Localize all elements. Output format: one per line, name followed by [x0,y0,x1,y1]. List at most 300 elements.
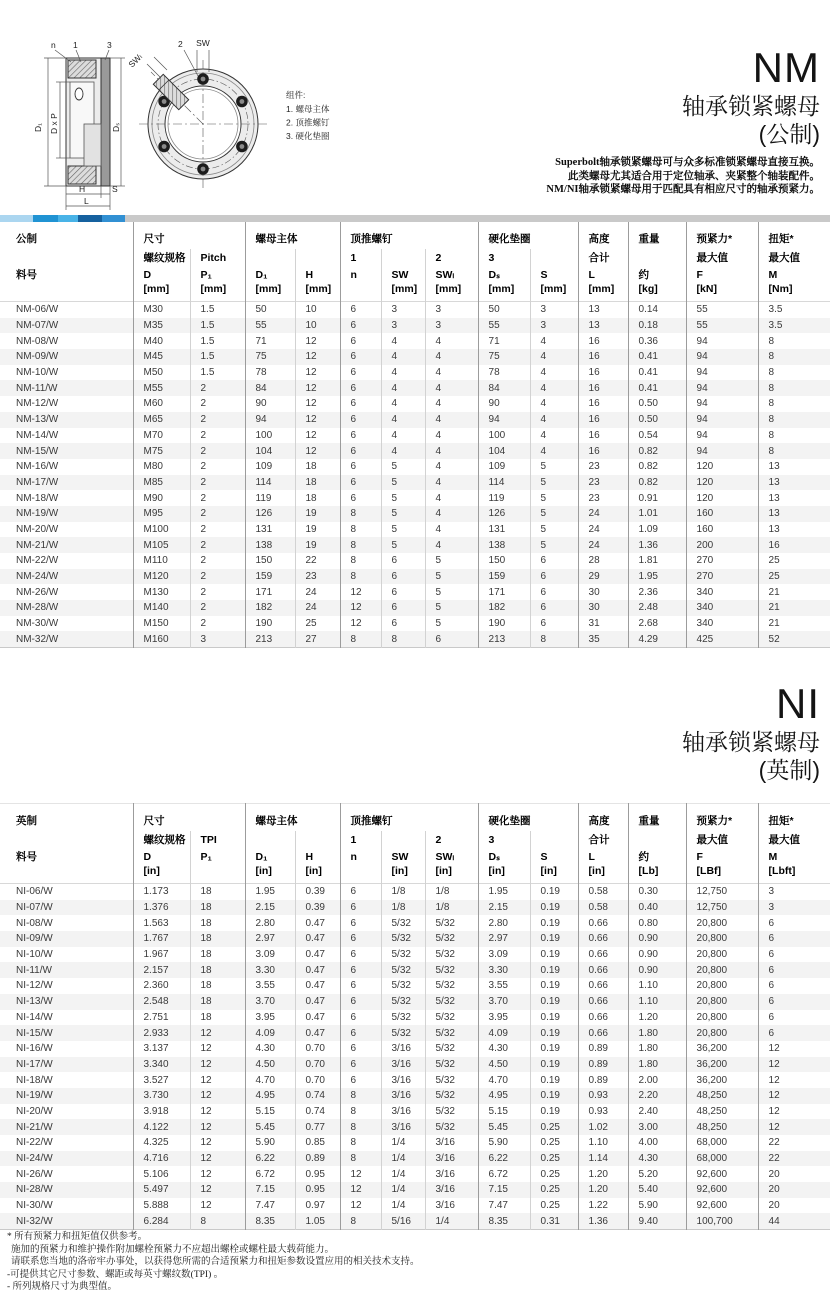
data-cell: 55 [245,318,295,334]
table-row [0,915,830,931]
data-cell: 16 [578,349,628,365]
part-number-cell: NI-12/W [16,980,53,992]
data-cell: 4 [425,506,478,522]
table-row [0,1057,830,1073]
data-cell: 84 [245,380,295,396]
data-cell: 3 [758,884,830,900]
data-cell: 5 [530,537,578,553]
data-cell: 8 [758,443,830,459]
data-cell: 16 [578,428,628,444]
data-cell: 2 [190,506,245,522]
data-cell: 0.50 [628,412,686,428]
data-cell: 5/32 [425,1072,478,1088]
data-cell: 16 [578,443,628,459]
data-cell: 5/32 [381,931,425,947]
part-number-cell: NM-06/W [16,304,59,316]
unit-label: [in] [295,865,340,884]
table-row [0,1104,830,1120]
table-row [0,569,830,585]
data-cell: 1.563 [133,915,190,931]
data-cell: 0.19 [530,1025,578,1041]
data-cell: 159 [478,569,530,585]
data-cell: 5/32 [381,1010,425,1026]
data-cell: 3 [190,631,245,647]
nm-unit-system: (公制) [758,120,820,147]
column-header: 2 [425,831,478,848]
part-number-cell: NI-18/W [16,1074,53,1086]
data-cell: 4 [381,412,425,428]
data-cell: 12 [295,443,340,459]
data-cell: 94 [686,412,758,428]
data-cell: 8 [340,1088,381,1104]
drawing-legend [286,90,330,141]
footnote-line: 请联系您当地的洛帝牢办事处，以获得您所需的合适预紧力和扭矩参数设置应用的相关技术支持。 [11,1257,420,1268]
data-cell: 12 [190,1182,245,1198]
part-number-cell: NI-10/W [16,949,53,961]
data-cell: 2.15 [245,900,295,916]
data-cell: 0.47 [295,994,340,1010]
data-cell: 6 [758,994,830,1010]
data-cell: 3/16 [381,1088,425,1104]
data-cell: 3.730 [133,1088,190,1104]
table-row [0,600,830,616]
column-header: H [295,848,340,865]
data-cell: 4 [381,380,425,396]
data-cell: 2 [190,537,245,553]
data-cell: 0.19 [530,947,578,963]
data-cell: 0.19 [530,1104,578,1120]
data-cell: 5.888 [133,1198,190,1214]
data-cell: 20 [758,1182,830,1198]
data-cell: 1.95 [478,884,530,900]
data-cell: 52 [758,631,830,647]
data-cell: 8 [340,1151,381,1167]
part-number-cell: NI-08/W [16,917,53,929]
data-cell: 12 [295,412,340,428]
data-cell: 3/16 [425,1151,478,1167]
data-cell: 3/16 [425,1166,478,1182]
data-cell: 0.89 [578,1041,628,1057]
table-row [0,1041,830,1057]
data-cell: 2.00 [628,1072,686,1088]
column-group-header: 螺母主体 [245,804,340,832]
table-row [0,1213,830,1229]
data-cell: 21 [758,584,830,600]
data-cell: 100 [245,428,295,444]
part-number-cell: NI-06/W [16,886,53,898]
part-number-cell: NI-16/W [16,1043,53,1055]
data-cell: 3.5 [758,318,830,334]
data-cell: 23 [578,475,628,491]
data-cell: 1.80 [628,1041,686,1057]
data-cell: 25 [758,569,830,585]
data-cell: 104 [245,443,295,459]
column-header: F [686,266,758,283]
data-cell: 6 [340,884,381,900]
data-cell: 1.36 [628,537,686,553]
column-header: F [686,848,758,865]
data-cell: 6 [530,600,578,616]
column-header: D [133,848,190,865]
data-cell: 3.137 [133,1041,190,1057]
column-group-header: 顶推螺钉 [340,222,478,249]
data-cell: 12 [190,1166,245,1182]
data-cell: 4.95 [245,1088,295,1104]
data-cell: 0.66 [578,962,628,978]
unit-label: [in] [478,865,530,884]
table-row [0,900,830,916]
data-cell: 1.80 [628,1057,686,1073]
part-number-cell: NM-11/W [16,382,58,394]
data-cell: 12 [190,1151,245,1167]
accent-bar-segment [78,215,102,222]
data-cell: 0.58 [578,900,628,916]
data-cell: 12 [340,584,381,600]
data-cell: 0.66 [578,994,628,1010]
data-cell: 0.36 [628,333,686,349]
table-row [0,1119,830,1135]
unit-label: [in] [133,865,190,884]
data-cell: M50 [133,365,190,381]
description-line: NM/NI轴承锁紧螺母用于匹配具有相应尺寸的轴承预紧力。 [546,184,820,196]
front-view [126,38,267,188]
data-cell: M150 [133,616,190,632]
data-cell: 5/32 [425,978,478,994]
data-cell: 0.89 [578,1072,628,1088]
data-cell: 27 [295,631,340,647]
column-header: n [340,266,381,283]
data-cell: 2.80 [245,915,295,931]
data-cell: 5/32 [425,947,478,963]
table-row [0,475,830,491]
data-cell: 0.25 [530,1182,578,1198]
data-cell: 1.10 [628,994,686,1010]
data-cell: 13 [578,302,628,318]
data-cell: 2.15 [478,900,530,916]
data-cell: 8.35 [245,1213,295,1229]
data-cell: M60 [133,396,190,412]
data-cell: 44 [758,1213,830,1229]
column-group-header: 硬化垫圈 [478,804,578,832]
data-cell: 5 [530,490,578,506]
column-header: M [758,848,830,865]
column-header [530,831,578,848]
column-header: P₁ [190,266,245,283]
data-cell: 0.74 [295,1088,340,1104]
data-cell: 0.19 [530,994,578,1010]
column-group-header: 预紧力* [686,222,758,249]
data-cell: 3.55 [245,978,295,994]
data-cell: 6 [530,584,578,600]
table-row [0,1072,830,1088]
data-cell: 94 [478,412,530,428]
part-number-cell: NI-24/W [16,1153,53,1165]
data-cell: 1.20 [628,1010,686,1026]
part-number-cell: NM-16/W [16,461,59,473]
data-cell: 4 [530,349,578,365]
nm-description [546,156,820,196]
data-cell: 24 [578,522,628,538]
data-cell: 6 [340,428,381,444]
data-cell: M105 [133,537,190,553]
unit-label: [mm] [133,283,190,302]
table-row [0,490,830,506]
data-cell: 12 [190,1104,245,1120]
table-row [0,1198,830,1214]
data-cell: 1.95 [628,569,686,585]
part-number-cell: NM-20/W [16,523,59,535]
data-cell: 340 [686,600,758,616]
data-cell: 2.548 [133,994,190,1010]
data-cell: 48,250 [686,1119,758,1135]
part-number-cell: NI-14/W [16,1011,53,1023]
column-header: D₁ [245,848,295,865]
column-header: 螺纹规格 [133,249,190,266]
data-cell: 0.19 [530,900,578,916]
data-cell: 30 [578,600,628,616]
data-cell: 6 [340,443,381,459]
data-cell: 4.30 [478,1041,530,1057]
data-cell: 24 [578,506,628,522]
data-cell: 8 [190,1213,245,1229]
data-cell: 3/16 [425,1135,478,1151]
data-cell: 425 [686,631,758,647]
footnote-line: -可提供其它尺寸参数、螺距或每英寸螺纹数(TPI) 。 [7,1269,224,1280]
data-cell: 340 [686,616,758,632]
data-cell: 7.47 [478,1198,530,1214]
data-cell: 2 [190,600,245,616]
data-cell: 0.19 [530,962,578,978]
column-header: SW [381,848,425,865]
data-cell: 8 [758,365,830,381]
data-cell: 5/32 [381,962,425,978]
data-cell: 0.25 [530,1135,578,1151]
page-title-ni: NI [776,680,820,727]
data-cell: 6 [758,978,830,994]
data-cell: 4.95 [478,1088,530,1104]
unit-label [340,283,381,302]
data-cell: 4 [425,428,478,444]
part-number-cell: NI-30/W [16,1200,53,1212]
data-cell: 0.19 [530,931,578,947]
data-cell: 12,750 [686,900,758,916]
column-header [381,831,425,848]
data-cell: 18 [190,900,245,916]
column-header: 1 [340,831,381,848]
data-cell: 8 [530,631,578,647]
data-cell: 6 [340,931,381,947]
data-cell: 3 [530,302,578,318]
data-cell: 19 [295,522,340,538]
ni-spec-table [0,803,830,1230]
data-cell: 4.70 [245,1072,295,1088]
data-cell: 75 [245,349,295,365]
data-cell: 0.25 [530,1119,578,1135]
data-cell: 2.157 [133,962,190,978]
data-cell: 12 [190,1057,245,1073]
column-header: 约 [628,266,686,283]
data-cell: 5 [381,522,425,538]
data-cell: 20,800 [686,1025,758,1041]
column-header [295,249,340,266]
data-cell: 0.66 [578,1010,628,1026]
data-cell: 1/8 [425,900,478,916]
data-cell: 8 [340,506,381,522]
data-cell: M55 [133,380,190,396]
table-row [0,947,830,963]
data-cell: 160 [686,522,758,538]
data-cell: 3 [381,302,425,318]
data-cell: 5 [425,569,478,585]
data-cell: 6 [340,1041,381,1057]
data-cell: 1.173 [133,884,190,900]
table-row [0,962,830,978]
part-number-cell: NM-21/W [16,539,59,551]
data-cell: 12 [340,616,381,632]
data-cell: 5/32 [425,1119,478,1135]
data-cell: 94 [686,428,758,444]
data-cell: 270 [686,553,758,569]
data-cell: 6 [340,333,381,349]
data-cell: 6 [530,553,578,569]
label-n: n [51,40,56,50]
data-cell: 6 [340,900,381,916]
data-cell: 3.527 [133,1072,190,1088]
unit-label [0,283,133,302]
data-cell: 6 [381,616,425,632]
data-cell: 68,000 [686,1135,758,1151]
label-h: H [79,184,86,194]
data-cell: 94 [686,349,758,365]
column-group-header: 重量 [628,804,686,832]
part-number-cell: NM-18/W [16,492,59,504]
data-cell: 6 [340,412,381,428]
data-cell: 2.933 [133,1025,190,1041]
footnotes [7,1231,420,1294]
unit-label: [in] [245,865,295,884]
data-cell: 12 [295,349,340,365]
part-number-cell: NI-15/W [16,1027,53,1039]
unit-label: [in] [578,865,628,884]
data-cell: 4 [381,428,425,444]
data-cell: 0.54 [628,428,686,444]
data-cell: 28 [578,553,628,569]
data-cell: 92,600 [686,1182,758,1198]
data-cell: 6 [530,569,578,585]
column-header: L [578,848,628,865]
data-cell: 90 [478,396,530,412]
description-line: 此类螺母尤其适合用于定位轴承、夹紧整个轴装配件。 [568,170,820,182]
data-cell: 6 [340,915,381,931]
label-callout-1: 1 [73,40,78,50]
data-cell: 8.35 [478,1213,530,1229]
data-cell: 8 [758,333,830,349]
data-cell: 150 [245,553,295,569]
data-cell: 12 [295,365,340,381]
column-header: L [578,266,628,283]
accent-bar-segment [102,215,125,222]
accent-bar-gray [125,215,830,222]
data-cell: 0.66 [578,978,628,994]
data-cell: 23 [578,459,628,475]
data-cell: 12 [340,600,381,616]
data-cell: 0.25 [530,1151,578,1167]
data-cell: 24 [295,584,340,600]
data-cell: 12 [295,428,340,444]
unit-label: [mm] [578,283,628,302]
data-cell: 19 [295,537,340,553]
data-cell: 4 [425,490,478,506]
data-cell: 2 [190,522,245,538]
data-cell: 4 [425,475,478,491]
data-cell: 2 [190,490,245,506]
column-header: 合计 [578,249,628,266]
data-cell: 6 [340,365,381,381]
data-cell: 7.15 [478,1182,530,1198]
data-cell: 13 [758,522,830,538]
data-cell: 114 [478,475,530,491]
data-cell: 0.30 [628,884,686,900]
column-header: 3 [478,249,530,266]
data-cell: 25 [295,616,340,632]
unit-label: [mm] [381,283,425,302]
data-cell: 71 [245,333,295,349]
data-cell: 1.81 [628,553,686,569]
data-cell: 94 [686,333,758,349]
data-cell: 2.40 [628,1104,686,1120]
part-number-cell: NI-22/W [16,1137,53,1149]
data-cell: 5/32 [425,1025,478,1041]
data-cell: 12 [190,1135,245,1151]
data-cell: 50 [245,302,295,318]
data-cell: M65 [133,412,190,428]
unit-label: [Nm] [758,283,830,302]
data-cell: 2 [190,569,245,585]
data-cell: 6 [340,994,381,1010]
column-header [628,831,686,848]
data-cell: 3 [758,900,830,916]
data-cell: 1.5 [190,333,245,349]
data-cell: 109 [478,459,530,475]
data-cell: 3.09 [478,947,530,963]
data-cell: 1.95 [245,884,295,900]
data-cell: 6 [381,584,425,600]
data-cell: 0.50 [628,396,686,412]
data-cell: 120 [686,490,758,506]
data-cell: 0.41 [628,380,686,396]
data-cell: 22 [758,1135,830,1151]
data-cell: 109 [245,459,295,475]
accent-bar-segment [58,215,78,222]
column-header [530,249,578,266]
data-cell: 1/4 [381,1166,425,1182]
data-cell: 138 [245,537,295,553]
data-cell: 0.39 [295,884,340,900]
part-number-cell: NI-20/W [16,1105,53,1117]
data-cell: 213 [478,631,530,647]
column-header: SWₗ [425,266,478,283]
data-cell: 94 [686,443,758,459]
column-group-header: 公制 [16,233,37,245]
column-header: H [295,266,340,283]
part-number-cell: NM-28/W [16,602,59,614]
data-cell: 0.41 [628,349,686,365]
table-row [0,931,830,947]
column-header [0,831,133,848]
unit-label: [in] [381,865,425,884]
data-cell: 8 [340,522,381,538]
table-row [0,349,830,365]
